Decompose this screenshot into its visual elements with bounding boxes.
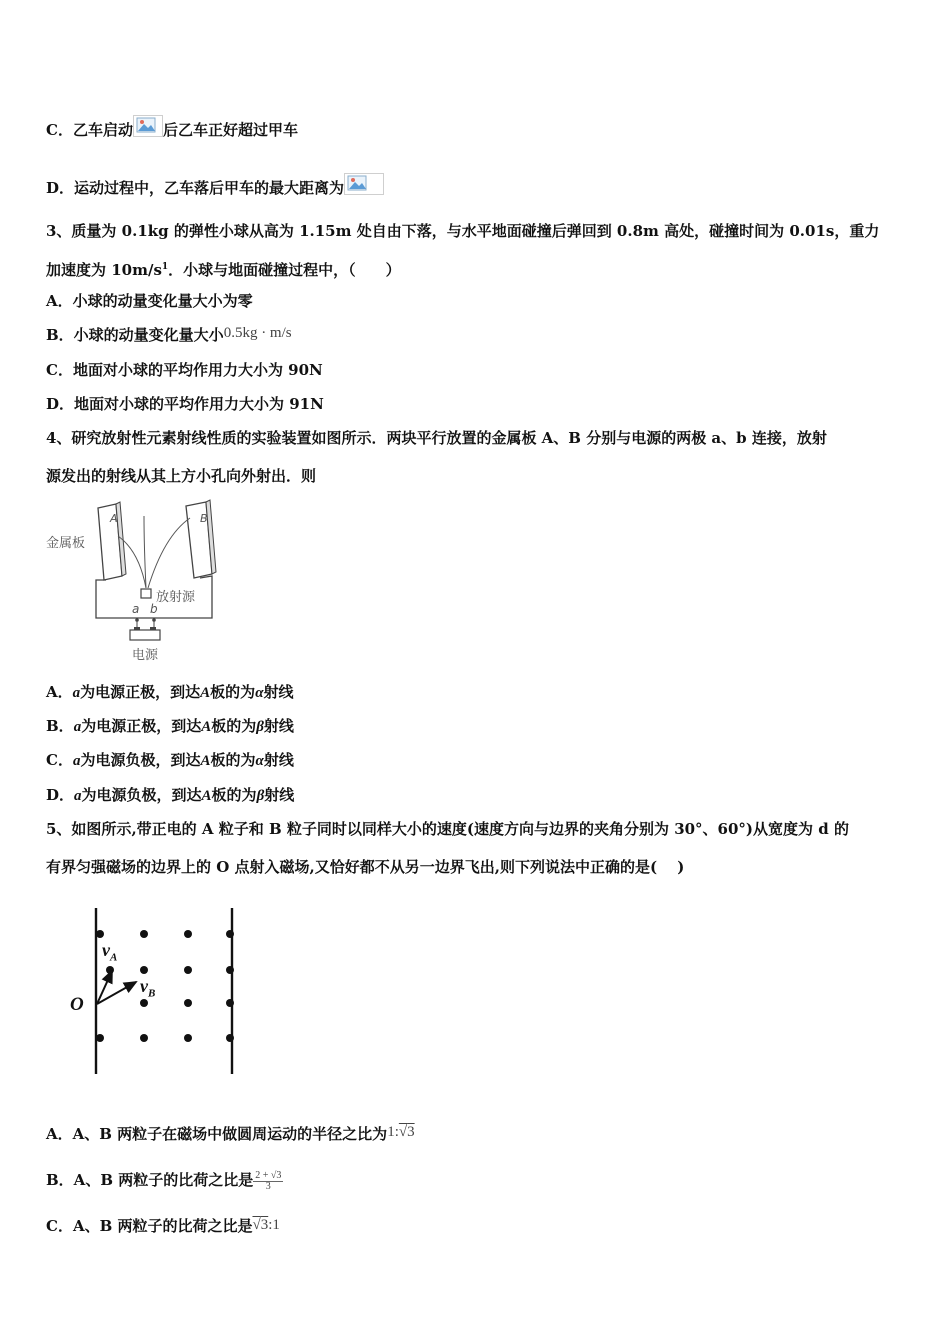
q5-stem-line2: 有界匀强磁场的边界上的 O 点射入磁场,又恰好都不从另一边界飞出,则下列说法中正确的是( ): [46, 858, 685, 876]
option-text: 后乙车正好超过甲车: [162, 121, 298, 139]
broken-image-icon: [133, 115, 163, 137]
math-formula: [252, 1217, 279, 1233]
option-text: 乙车启动: [72, 121, 133, 139]
velocity-subscript: B: [148, 987, 156, 1000]
terminal-b-label: b: [150, 602, 158, 616]
q3-stem-line2: [46, 257, 910, 280]
q2-option-c: [46, 115, 910, 140]
q5-stem-line1: 5、如图所示,带正电的 A 粒子和 B 粒子同时以同样大小的速度(速度方向与边界的夹角分别为 30°、60°)从宽度为 d 的: [46, 820, 849, 838]
math-formula: [387, 1124, 414, 1140]
q5-option-c: [46, 1216, 910, 1237]
option-text: B．小球的动量变化量大小: [46, 326, 224, 344]
option-text: 射线: [263, 717, 294, 735]
option-text: 板的为: [211, 786, 257, 804]
option-var: A: [201, 719, 212, 735]
q3-text: ．小球与地面碰撞过程中，（ ）: [168, 261, 401, 279]
option-text: C．A、B 两粒子的比荷之比是: [46, 1217, 253, 1235]
option-letter: C．: [46, 121, 73, 139]
option-letter: A．: [46, 683, 73, 701]
broken-image-icon: [344, 173, 384, 195]
option-letter: C．: [46, 751, 73, 769]
option-text: 板的为: [210, 683, 256, 701]
sqrt-radical: √3: [252, 1217, 269, 1233]
option-text: 板的为: [211, 717, 257, 735]
radicand: 3: [260, 1217, 269, 1233]
option-greek: β: [256, 788, 265, 804]
fraction: [253, 1171, 283, 1192]
q3-text: 加速度为 10m/s: [46, 261, 162, 279]
apparatus-drawing: [44, 496, 224, 666]
radiation-apparatus-figure: [44, 496, 224, 666]
q4-option-a: [46, 682, 910, 703]
q5-option-b: [46, 1170, 910, 1192]
option-text: 为电源正极，到达: [80, 683, 201, 701]
fraction-denominator: 3: [265, 1180, 271, 1192]
option-var: a: [74, 788, 82, 804]
q4-option-b: [46, 716, 910, 737]
magnetic-field-figure: [64, 900, 254, 1080]
option-text: 板的为: [210, 751, 256, 769]
velocity-a-label: [102, 940, 117, 964]
option-letter: D．: [46, 179, 75, 197]
option-var: a: [73, 719, 82, 735]
math-formula: 0.5kg · m/s: [223, 325, 292, 341]
q4-option-c: [46, 750, 910, 771]
option-var: A: [200, 685, 211, 701]
velocity-symbol: v: [102, 940, 110, 960]
q3-option-b: [46, 325, 910, 346]
option-text: B．A、B 两粒子的比荷之比是: [46, 1171, 254, 1189]
option-greek: α: [255, 753, 264, 769]
metal-plate-label: 金属板: [46, 536, 86, 551]
math-part: :1: [268, 1217, 280, 1233]
q3-superscript: 1: [161, 262, 169, 272]
option-greek: α: [255, 685, 264, 701]
q4-stem-line1: 4、研究放射性元素射线性质的实验装置如图所示．两块平行放置的金属板 A、B 分别与电源的两极 a、b 连接，放射: [46, 429, 827, 447]
option-text: 为电源正极，到达: [81, 717, 202, 735]
q3-stem-line1: 3、质量为 0.1kg 的弹性小球从高为 1.15m 处自由下落，与水平地面碰撞后弹回到 0.8m 高处，碰撞时间为 0.01s，重力: [46, 222, 880, 240]
plate-a-label: A: [110, 512, 118, 525]
option-greek: β: [256, 719, 264, 735]
point-o-label: O: [70, 994, 84, 1015]
q4-stem-line2: 源发出的射线从其上方小孔向外射出．则: [46, 467, 317, 485]
fraction-numerator: 2 + √3: [255, 1169, 282, 1181]
option-text: 射线: [263, 751, 294, 769]
option-var: a: [72, 753, 81, 769]
sqrt-radical: √3: [398, 1124, 415, 1140]
plate-b-label: B: [200, 512, 208, 525]
q3-option-d: D．地面对小球的平均作用力大小为 91N: [46, 395, 324, 413]
power-supply-label: 电源: [132, 648, 159, 663]
velocity-symbol: v: [140, 976, 148, 996]
option-var: a: [72, 685, 81, 701]
option-text: 为电源负极，到达: [80, 751, 201, 769]
velocity-subscript: A: [110, 951, 118, 964]
q5-option-a: [46, 1124, 910, 1145]
option-text: A．A、B 两粒子在磁场中做圆周运动的半径之比为: [46, 1125, 388, 1143]
option-letter: D．: [46, 786, 75, 804]
terminal-a-label: a: [132, 602, 140, 616]
q3-option-c: C．地面对小球的平均作用力大小为 90N: [46, 361, 323, 379]
field-drawing: [64, 900, 254, 1080]
option-text: 射线: [263, 683, 294, 701]
q4-option-d: [46, 785, 910, 806]
radicand: 3: [407, 1124, 415, 1140]
radiation-source-label: 放射源: [156, 590, 196, 605]
velocity-b-label: [140, 976, 155, 1000]
q3-option-a: A．小球的动量变化量大小为零: [46, 292, 253, 310]
option-text: 运动过程中，乙车落后甲车的最大距离为: [74, 179, 345, 197]
q2-option-d: [46, 173, 910, 198]
option-var: A: [200, 753, 211, 769]
option-text: 射线: [264, 786, 295, 804]
option-var: A: [201, 788, 212, 804]
math-part: 1:: [387, 1124, 399, 1140]
option-letter: B．: [46, 717, 74, 735]
option-text: 为电源负极，到达: [81, 786, 202, 804]
